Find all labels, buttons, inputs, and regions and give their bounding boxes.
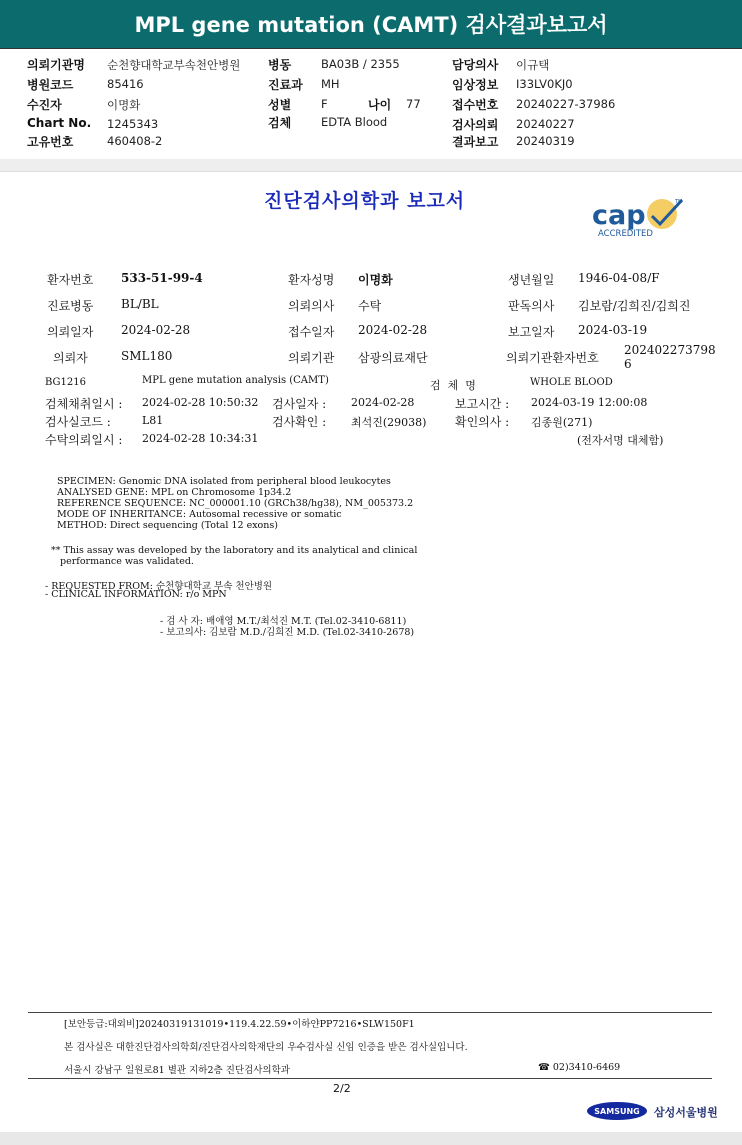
label-unique-number: 고유번호: [27, 135, 74, 149]
clinical-information: - CLINICAL INFORMATION: r/o MPN: [45, 589, 227, 600]
grid-value-requester: SML180: [121, 349, 173, 363]
value-result-report: 20240319: [516, 134, 575, 148]
value-clinical-info: I33LV0KJ0: [516, 77, 573, 91]
grid-label-patient-no: 환자번호: [47, 273, 94, 287]
requested-from: - REQUESTED FROM: 순천향대학교 부속 천안병원: [45, 581, 273, 592]
footer-top-line: [28, 1012, 712, 1013]
test-code: BG1216: [45, 377, 86, 388]
grid-label-patient-name: 환자성명: [288, 273, 335, 287]
value-specimen: EDTA Blood: [321, 115, 388, 129]
grid-label-request-date: 의뢰일자: [47, 325, 94, 339]
grid-value-report-date: 2024-03-19: [578, 323, 648, 337]
test-confirm-label: 검사확인 :: [272, 415, 327, 429]
grid-value-patient-name: 이명화: [358, 273, 393, 287]
label-sex: 성별: [268, 98, 292, 112]
grid-label-receipt-date: 접수일자: [288, 325, 335, 339]
label-age: 나이: [368, 98, 392, 112]
section-separator-line: [0, 171, 742, 172]
lab-code-label: 검사실코드 :: [45, 415, 111, 429]
label-hospital-code: 병원코드: [27, 78, 74, 92]
tester-line: - 검 사 자: 배애영 M.T./최석진 M.T. (Tel.02-3410-6811): [160, 616, 407, 627]
value-patient: 이명화: [107, 98, 141, 112]
value-unique-number: 460408-2: [107, 134, 163, 148]
specimen-name-value: WHOLE BLOOD: [530, 377, 613, 388]
test-date-value: 2024-02-28: [351, 396, 415, 409]
grid-value-requesting-doctor: 수탁: [358, 299, 382, 313]
page-number: 2/2: [333, 1082, 351, 1095]
value-receipt-number: 20240227-37986: [516, 97, 616, 111]
label-specimen: 검체: [268, 116, 292, 130]
header-divider: [0, 48, 742, 49]
address-line: 서울시 강남구 일원로81 별관 지하2층 진단검사의학과: [64, 1065, 290, 1076]
value-test-request: 20240227: [516, 117, 575, 131]
report-time-value: 2024-03-19 12:00:08: [531, 396, 648, 409]
grid-label-requesting-institution: 의뢰기관: [288, 351, 335, 365]
assay-note-line: ** This assay was developed by the laboratory and its analytical and clinical: [51, 545, 418, 556]
cap-logo-accredited: ACCREDITED: [598, 229, 653, 239]
report-header-title: MPL gene mutation (CAMT) 검사결과보고서: [0, 0, 742, 48]
confirm-doctor-label: 확인의사 :: [455, 415, 510, 429]
value-hospital-code: 85416: [107, 77, 144, 91]
lab-code-value: L81: [142, 414, 164, 427]
assay-note-line: performance was validated.: [51, 556, 194, 567]
value-department: MH: [321, 77, 340, 91]
value-attending-doctor: 이규택: [516, 58, 550, 72]
specimen-line: SPECIMEN: Genomic DNA isolated from peripheral blood leukocytes: [57, 476, 391, 487]
label-result-report: 결과보고: [452, 135, 499, 149]
grid-value-receipt-date: 2024-02-28: [358, 323, 428, 337]
grid-label-requesting-doctor: 의뢰의사: [288, 299, 335, 313]
label-requesting-institution: 의뢰기관명: [27, 58, 85, 72]
label-patient: 수진자: [27, 98, 62, 112]
consign-time-label: 수탁의뢰일시 :: [45, 433, 123, 447]
security-line: [보안등급:대외비]20240319131019•119.4.22.59•이하얀PP7216•SLW150F1: [64, 1019, 415, 1030]
footer-bottom-line: [28, 1078, 712, 1079]
grid-value-patient-no: 533-51-99-4: [121, 271, 203, 285]
hospital-name: 삼성서울병원: [654, 1106, 718, 1119]
label-receipt-number: 접수번호: [452, 98, 499, 112]
cap-accredited-logo: [590, 194, 694, 242]
reporter-line: - 보고의사: 김보람 M.D./김희진 M.D. (Tel.02-3410-2678): [160, 627, 415, 638]
specimen-line: MODE OF INHERITANCE: Autosomal recessive or somatic: [57, 509, 342, 520]
label-test-request: 검사의뢰: [452, 118, 499, 132]
value-age: 77: [406, 97, 421, 111]
report-title: 진단검사의학과 보고서: [264, 190, 466, 212]
section-separator: [0, 159, 742, 171]
grid-value-reading-doctor: 김보람/김희진/김희진: [578, 299, 691, 313]
test-name: MPL gene mutation analysis (CAMT): [142, 375, 329, 386]
label-department: 진료과: [268, 78, 303, 92]
test-date-label: 검사일자 :: [272, 397, 327, 411]
certification-line: 본 검사실은 대한진단검사의학회/진단검사의학재단의 우수검사실 신임 인증을 받은 검사실입니다.: [64, 1042, 468, 1053]
value-requesting-institution: 순천향대학교부속천안병원: [107, 58, 241, 72]
confirm-doctor-value: 김종원(271): [531, 416, 593, 429]
report-time-label: 보고시간 :: [455, 397, 510, 411]
label-ward: 병동: [268, 58, 292, 72]
samsung-logo-text: SAMSUNG: [594, 1107, 640, 1116]
grid-label-report-date: 보고일자: [508, 325, 555, 339]
grid-value-ward: BL/BL: [121, 297, 159, 311]
test-confirm-value: 최석진(29038): [351, 416, 427, 429]
grid-value-request-date: 2024-02-28: [121, 323, 191, 337]
bottom-bar: [0, 1132, 742, 1145]
label-clinical-info: 임상정보: [452, 78, 499, 92]
grid-value-requesting-institution: 삼광의료재단: [358, 351, 428, 365]
cap-logo-word: cap: [592, 200, 646, 231]
grid-label-requester: 의뢰자: [53, 351, 88, 365]
phone-line: ☎ 02)3410-6469: [538, 1062, 621, 1073]
value-sex: F: [321, 97, 328, 111]
collect-time-value: 2024-02-28 10:50:32: [142, 396, 259, 409]
grid-label-ward: 진료병동: [47, 299, 94, 313]
label-attending-doctor: 담당의사: [452, 58, 499, 72]
grid-label-birthdate: 생년월일: [508, 273, 555, 287]
esign-note: (전자서명 대체함): [577, 434, 664, 447]
grid-value-birthdate: 1946-04-08/F: [578, 271, 660, 285]
grid-label-institution-patient-no: 의뢰기관환자번호: [506, 351, 599, 365]
value-chart-no: 1245343: [107, 117, 159, 131]
specimen-line: METHOD: Direct sequencing (Total 12 exons): [57, 520, 278, 531]
collect-time-label: 검체채취일시 :: [45, 397, 123, 411]
label-chart-no: Chart No.: [27, 116, 92, 130]
specimen-name-label: 검 체 명: [430, 379, 476, 392]
value-ward: BA03B / 2355: [321, 57, 400, 71]
grid-label-reading-doctor: 판독의사: [508, 299, 555, 313]
grid-value-institution-patient-no: 202402273798 6: [624, 343, 716, 371]
cap-logo-tm: TM: [675, 199, 683, 205]
consign-time-value: 2024-02-28 10:34:31: [142, 432, 259, 445]
specimen-line: ANALYSED GENE: MPL on Chromosome 1p34.2: [57, 487, 292, 498]
samsung-logo: [586, 1101, 648, 1121]
specimen-line: REFERENCE SEQUENCE: NC_000001.10 (GRCh38/hg38), NM_005373.2: [57, 498, 414, 509]
